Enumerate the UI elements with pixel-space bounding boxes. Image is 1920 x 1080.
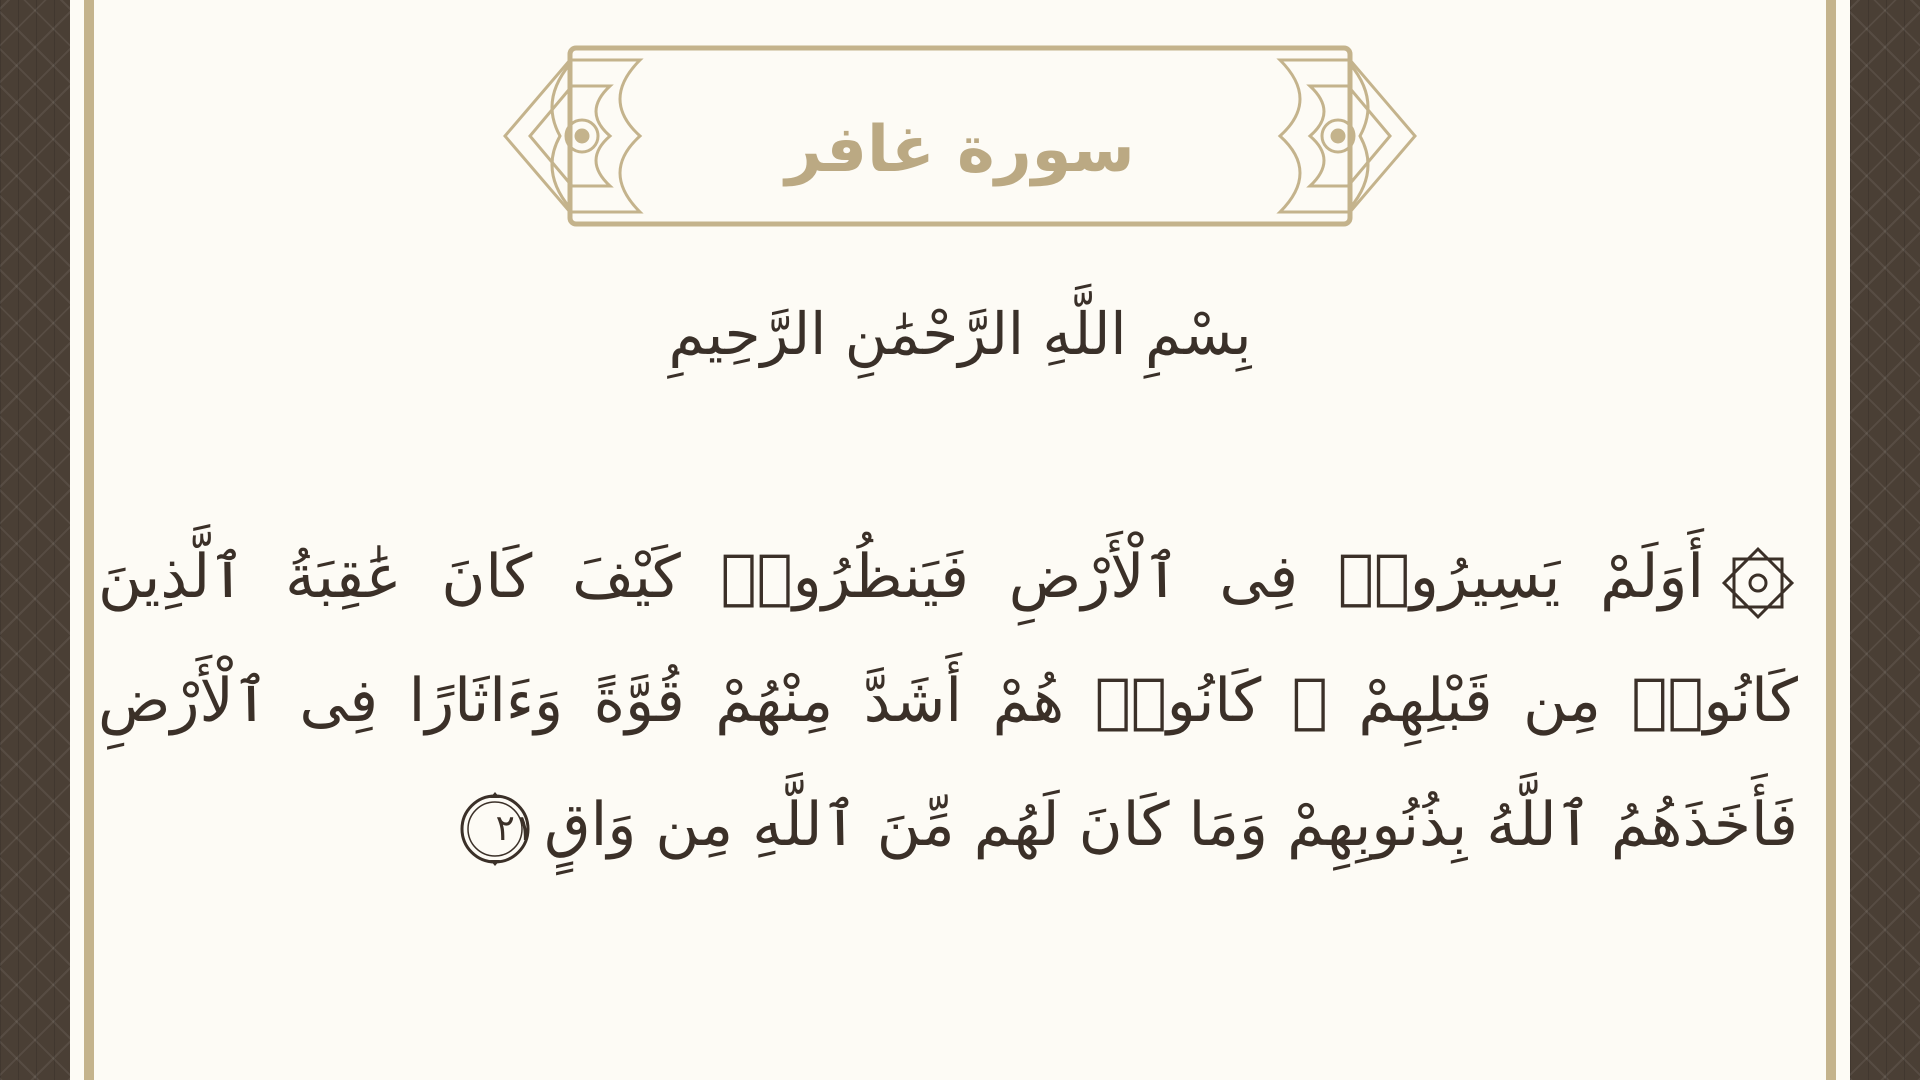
verse-text: أَوَلَمْ يَسِيرُوا۟ فِى ٱلْأَرْضِ فَيَنظُرُوا۟ كَيْفَ كَانَ عَٰقِبَةُ ٱلَّذِينَ كَانُوا۟ مِن قَبْلِهِمْ ۚ كَانُوا۟ هُمْ أَشَدَّ مِنْهُمْ قُوَّةً وَءَاثَارًا فِى ٱلْأَرْضِ فَأَخَذَهُمُ ٱللَّهُ بِذُنُوبِهِمْ وَمَا كَانَ لَهُم مِّنَ ٱللَّهِ مِن وَاقٍ — [98, 542, 1798, 860]
gold-rule-left — [84, 0, 94, 1080]
decorative-border-left — [0, 0, 70, 1080]
gold-rule-right — [1826, 0, 1836, 1080]
ayah-end-marker — [456, 790, 534, 868]
basmala: بِسْمِ اللَّهِ الرَّحْمَٰنِ الرَّحِيمِ — [668, 300, 1252, 368]
decorative-border-right — [1850, 0, 1920, 1080]
surah-title: سورة غافر — [785, 113, 1135, 187]
rub-el-hizb-icon — [1718, 541, 1798, 621]
surah-header-frame — [500, 40, 1420, 230]
verse-block — [98, 515, 1798, 887]
ayah-number: ٢١ — [495, 808, 535, 850]
